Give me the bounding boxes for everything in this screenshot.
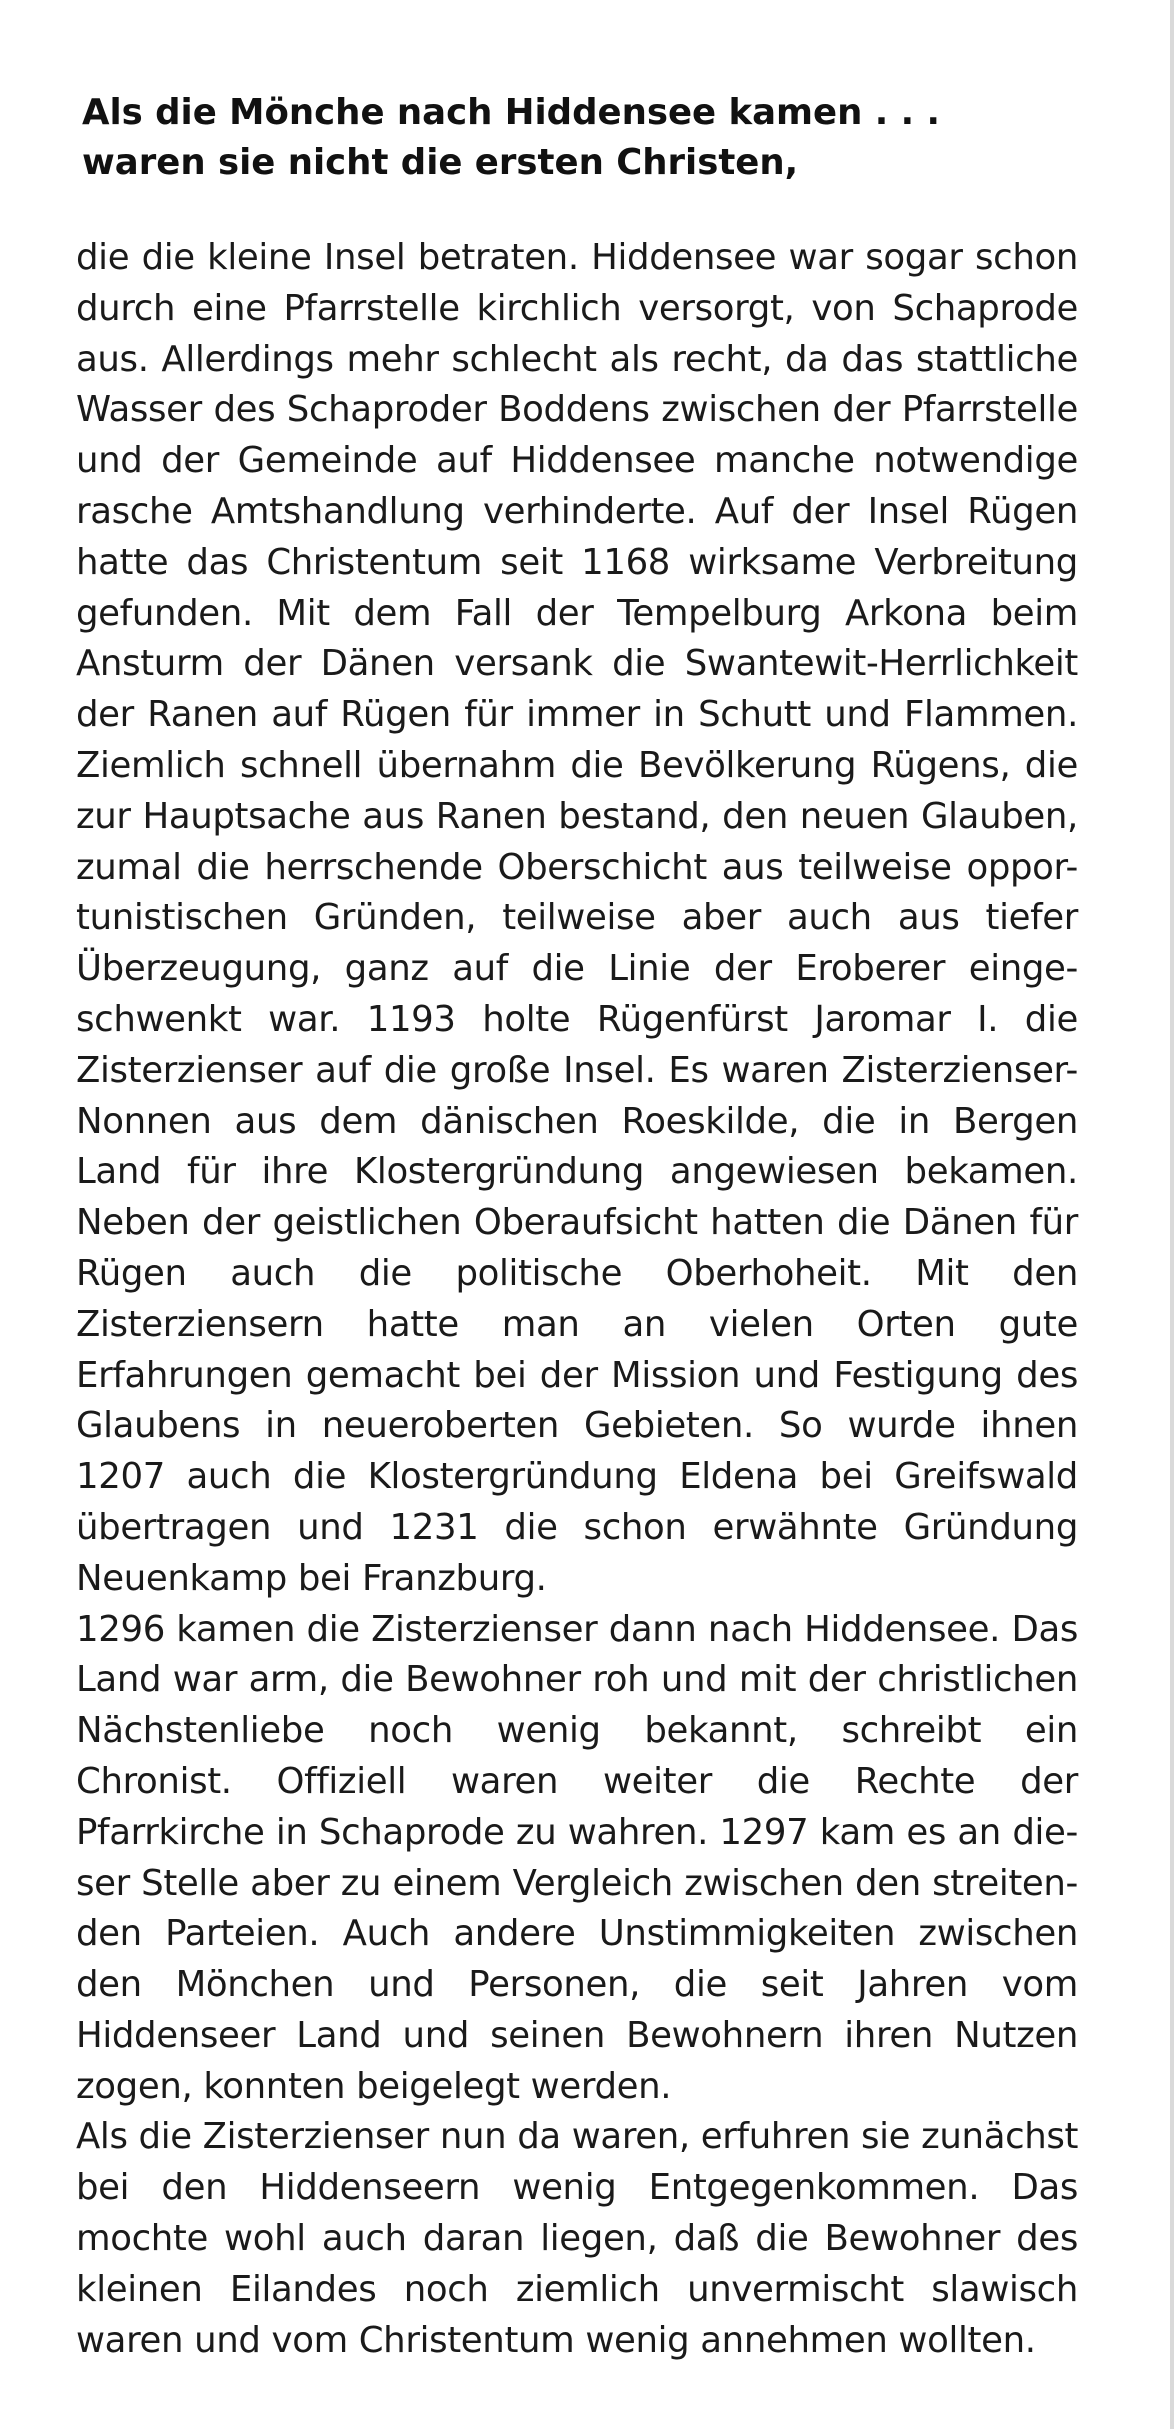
text-line: 1207 auch die Klostergründung Eldena bei Greifswald [76, 1456, 1078, 1498]
body-text [76, 233, 1078, 2366]
text-line: tunistischen Gründen, teilweise aber auch aus tiefer [76, 897, 1078, 939]
text-line: Neuenkamp bei Franzburg. [76, 1557, 547, 1599]
text-line: Ansturm der Dänen versank die Swantewit-Herrlichkeit [76, 643, 1078, 685]
text-line: hatte das Christentum seit 1168 wirksame Verbreitung [76, 541, 1078, 583]
text-line: den Parteien. Auch andere Unstimmigkeiten zwischen [76, 1913, 1078, 1955]
text-line: mochte wohl auch daran liegen, daß die Bewohner des [76, 2218, 1078, 2260]
text-line: Chronist. Offiziell waren weiter die Rechte der [76, 1760, 1078, 1802]
text-line: rasche Amtshandlung verhinderte. Auf der Insel Rügen [76, 490, 1078, 532]
text-line: Hiddenseer Land und seinen Bewohnern ihren Nutzen [76, 2014, 1078, 2056]
text-line: Glaubens in neueroberten Gebieten. So wurde ihnen [76, 1405, 1078, 1447]
text-line: 1296 kamen die Zisterzienser dann nach Hiddensee. Das [76, 1608, 1078, 1650]
text-line: Nächstenliebe noch wenig bekannt, schreibt ein [76, 1710, 1078, 1752]
text-line: der Ranen auf Rügen für immer in Schutt und Flammen. [76, 694, 1078, 736]
paragraph [76, 1605, 1078, 2113]
heading-line-2: waren sie nicht die ersten Christen, [82, 142, 799, 183]
text-line: Überzeugung, ganz auf die Linie der Eroberer einge- [76, 948, 1078, 990]
text-line: gefunden. Mit dem Fall der Tempelburg Arkona beim [76, 592, 1078, 634]
text-line: waren und vom Christentum wenig annehmen wollten. [76, 2319, 1036, 2361]
text-line: durch eine Pfarrstelle kirchlich versorgt, von Schaprode [76, 287, 1078, 329]
paragraph [76, 233, 1078, 1605]
text-line: Pfarrkirche in Schaprode zu wahren. 1297 kam es an die- [76, 1811, 1078, 1853]
text-line: Nonnen aus dem dänischen Roeskilde, die in Bergen [76, 1100, 1078, 1142]
text-line: aus. Allerdings mehr schlecht als recht, da das stattliche [76, 338, 1078, 380]
page-edge [1170, 0, 1174, 2429]
text-line: den Mönchen und Personen, die seit Jahren vom [76, 1964, 1078, 2006]
text-line: bei den Hiddenseern wenig Entgegenkommen. Das [76, 2167, 1078, 2209]
text-line: die die kleine Insel betraten. Hiddensee war sogar schon [76, 237, 1078, 278]
text-line: übertragen und 1231 die schon erwähnte Gründung [76, 1506, 1078, 1548]
text-line: Rügen auch die politische Oberhoheit. Mit den [76, 1252, 1078, 1294]
text-line: Land war arm, die Bewohner roh und mit der christlichen [76, 1659, 1078, 1701]
text-line: Zisterzienser auf die große Insel. Es waren Zisterzienser- [76, 1049, 1078, 1091]
text-line: Zisterziensern hatte man an vielen Orten gute [76, 1303, 1078, 1345]
text-line: Erfahrungen gemacht bei der Mission und Festigung des [76, 1354, 1078, 1396]
text-line: Als die Zisterzienser nun da waren, erfuhren sie zunächst [76, 2116, 1079, 2158]
text-line: schwenkt war. 1193 holte Rügenfürst Jaromar I. die [76, 998, 1078, 1040]
heading-line-1: Als die Mönche nach Hiddensee kamen . . . [82, 92, 940, 133]
text-line: zumal die herrschende Oberschicht aus teilweise oppor- [76, 846, 1078, 888]
text-line: und der Gemeinde auf Hiddensee manche notwendige [76, 440, 1078, 482]
chapter-heading [82, 88, 1082, 188]
text-line: Ziemlich schnell übernahm die Bevölkerung Rügens, die [76, 744, 1078, 786]
text-line: Land für ihre Klostergründung angewiesen bekamen. [76, 1151, 1078, 1193]
paragraph [76, 2112, 1078, 2366]
text-line: Neben der geistlichen Oberaufsicht hatten die Dänen für [76, 1202, 1078, 1244]
text-line: kleinen Eilandes noch ziemlich unvermischt slawisch [76, 2268, 1078, 2310]
text-line: Wasser des Schaproder Boddens zwischen der Pfarrstelle [76, 389, 1078, 431]
text-line: ser Stelle aber zu einem Vergleich zwischen den streiten- [76, 1862, 1078, 1904]
text-line: zogen, konnten beigelegt werden. [76, 2065, 672, 2107]
text-line: zur Hauptsache aus Ranen bestand, den neuen Glauben, [76, 795, 1078, 837]
